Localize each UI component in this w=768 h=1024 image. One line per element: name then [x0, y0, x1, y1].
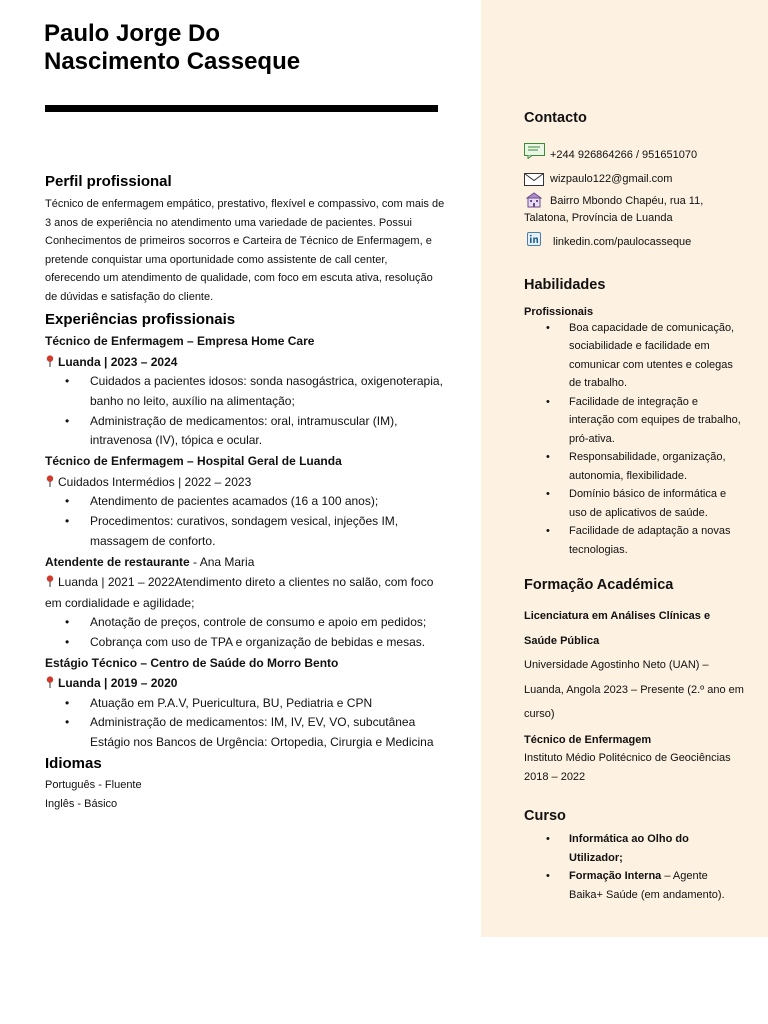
list-item: • Boa capacidade de comunicação, sociabilidade e facilidade em comunicar com utentes e colegas de trabalho.	[524, 319, 744, 393]
skills-subheading: Profissionais	[524, 305, 594, 318]
language-item: Português - Fluente	[45, 779, 142, 792]
list-item: • Anotação de preços, controle de consumo e apoio em pedidos;	[45, 613, 445, 633]
list-item: • Facilidade de integração e interação com equipes de trabalho, pró-ativa.	[524, 393, 744, 449]
contact-linkedin	[524, 234, 744, 251]
envelope-icon	[524, 173, 544, 186]
linkedin-text[interactable]: linkedin.com/paulocasseque	[553, 236, 692, 248]
name-divider	[45, 105, 438, 112]
list-item: • Atendimento de pacientes acamados (16 a 100 anos);	[45, 492, 445, 512]
chat-icon	[524, 143, 545, 159]
courses-heading: Curso	[524, 808, 566, 824]
building-icon	[526, 192, 542, 208]
pin-icon	[45, 676, 55, 688]
degree-detail: Universidade Agostinho Neto (UAN) – Luanda, Angola 2023 – Presente (2.º ano em curso)	[524, 659, 744, 720]
job-bullets	[45, 372, 445, 451]
list-item: • Procedimentos: curativos, sondagem vesical, injeções IM, massagem de conforto.	[45, 512, 445, 552]
job-bullets	[45, 694, 445, 753]
list-item: • Atuação em P.A.V, Puericultura, BU, Pediatria e CPN	[45, 694, 445, 714]
contact-phone	[524, 147, 744, 164]
skills-list	[524, 319, 744, 560]
email-text[interactable]: wizpaulo122@gmail.com	[550, 172, 673, 185]
list-item: • Administração de medicamentos: IM, IV, EV, VO, subcutânea Estágio nos Bancos de Urgência: Ortopedia, Cirurgia e Medicina	[45, 713, 445, 753]
job-employer: - Ana Maria	[189, 554, 255, 569]
list-item: • Responsabilidade, organização, autonomia, flexibilidade.	[524, 448, 744, 485]
list-item	[524, 830, 744, 867]
job-meta-text: Luanda | 2019 – 2020	[58, 676, 178, 691]
courses-list	[524, 830, 744, 904]
job-bullets	[45, 613, 445, 653]
course-detail: – Agente Baika+ Saúde (em andamento).	[569, 870, 725, 901]
job-bullets	[45, 492, 445, 551]
pin-icon	[45, 475, 55, 487]
name-line-2: Nascimento Casseque	[44, 48, 301, 75]
linkedin-icon	[527, 232, 541, 246]
list-item	[524, 867, 744, 904]
job-meta-text: Cuidados Intermédios | 2022 – 2023	[58, 474, 252, 489]
phone-text: +244 926864266 / 951651070	[550, 149, 698, 161]
list-item: • Cuidados a pacientes idosos: sonda nasogástrica, oxigenoterapia, banho no leito, auxílio na alimentação;	[45, 372, 445, 412]
languages-heading: Idiomas	[45, 755, 102, 773]
profile-heading: Perfil profissional	[45, 173, 172, 190]
degree-detail: Instituto Médio Politécnico de Geociências 2018 – 2022	[524, 752, 731, 783]
list-item: • Cobrança com uso de TPA e organização de bebidas e mesas.	[45, 633, 445, 653]
language-item: Inglês - Básico	[45, 797, 118, 810]
sidebar-column	[524, 108, 744, 904]
degree-title: Técnico de Enfermagem	[524, 733, 652, 746]
contact-heading: Contacto	[524, 110, 587, 126]
main-column	[45, 172, 445, 813]
job-meta	[45, 572, 445, 613]
contact-address	[524, 193, 744, 226]
candidate-name	[44, 20, 300, 76]
job-title: Estágio Técnico – Centro de Saúde do Morro Bento	[45, 655, 339, 670]
job-title: Técnico de Enfermagem – Hospital Geral de Luanda	[45, 454, 342, 469]
course-name: Formação Interna	[569, 870, 662, 882]
education-heading: Formação Académica	[524, 577, 674, 593]
list-item: • Domínio básico de informática e uso de aplicativos de saúde.	[524, 485, 744, 522]
job-title: Atendente de restaurante	[45, 554, 190, 569]
skills-heading: Habilidades	[524, 276, 606, 293]
course-name: Informática ao Olho do Utilizador;	[569, 833, 689, 864]
name-line-1: Paulo Jorge Do	[44, 20, 221, 47]
job-meta-text: Luanda | 2023 – 2024	[58, 354, 178, 369]
list-item: • Facilidade de adaptação a novas tecnologias.	[524, 522, 744, 559]
experience-heading: Experiências profissionais	[45, 311, 236, 328]
job-title: Técnico de Enfermagem – Empresa Home Care	[45, 334, 315, 348]
job-meta	[45, 673, 445, 694]
job-meta	[45, 352, 445, 373]
degree-title: Licenciatura em Análises Clínicas e Saúde Pública	[524, 610, 711, 647]
profile-text: Técnico de enfermagem empático, prestativo, flexível e compassivo, com mais de 3 anos de experiência no atendimento uma variedade de pacientes. Possui Conhecimentos de primeiros socorros e Carteira de Técnico de Enfermagem, e pretende conquistar uma oportunidade como assistente de call center, oferecendo um atendimento de qualidade, com foco em escuta ativa, resolução de dúvidas e satisfação do cliente.	[45, 198, 445, 303]
job-meta	[45, 472, 445, 493]
pin-icon	[45, 575, 55, 587]
job-title-line	[45, 552, 445, 573]
contact-email	[524, 171, 744, 188]
pin-icon	[45, 355, 55, 367]
address-text: Bairro Mbondo Chapéu, rua 11, Talatona, Província de Luanda	[524, 195, 704, 224]
job-meta-text: Luanda | 2021 – 2022Atendimento direto a clientes no salão, com foco em cordialidade e agilidade;	[45, 575, 434, 610]
list-item: • Administração de medicamentos: oral, intramuscular (IM), intravenosa (IV), tópica e ocular.	[45, 412, 445, 452]
